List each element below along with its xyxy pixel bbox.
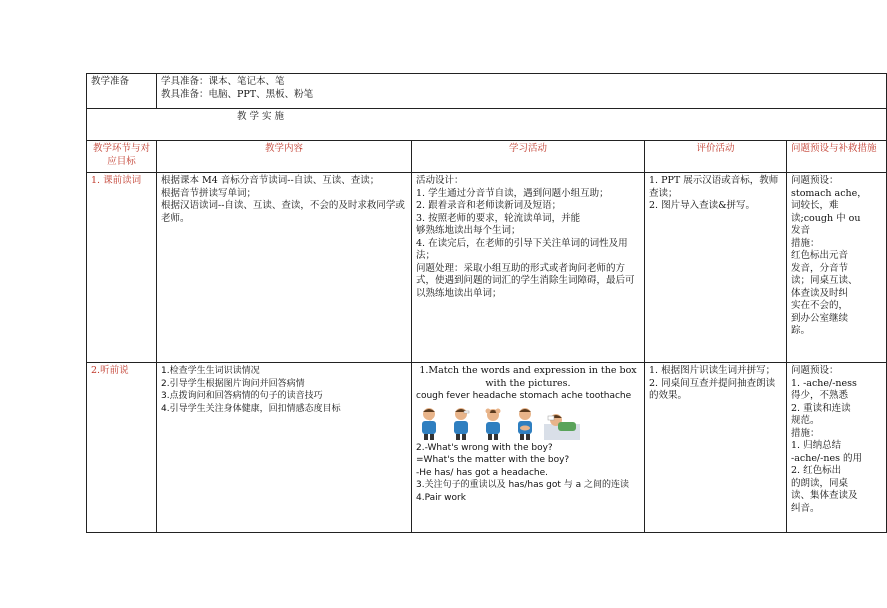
remedy-line: 得少，不熟悉 (791, 390, 849, 401)
activity-line: 2. 跟着录音和老师读新词及短语； (416, 200, 562, 211)
activity-line: 活动设计： (416, 175, 464, 186)
remedy-line: 体查读及时纠 (791, 287, 849, 299)
picture-strip (416, 406, 640, 440)
lesson-plan-table (86, 73, 887, 533)
activity-line: 问题处理：采取小组互助的形式或者询问老师的方式，使遇到问题的词汇的学生消除生词障碍，最后可以熟练地读出单词； (416, 262, 635, 299)
remedy-line: 词较长，难 (791, 200, 839, 211)
header-activity: 学习活动 (412, 141, 645, 173)
remedy-line: 1. -ache/-ness (791, 377, 857, 389)
evaluation-line: 2. 同桌间互查并提问抽查朗读的效果。 (649, 377, 776, 401)
activity-line: 3.关注句子的重读以及 has/has got 与 a 之间的连读 (416, 480, 630, 490)
header-row (87, 141, 887, 173)
remedy-line: 发音 (791, 225, 811, 236)
match-instruction: 1.Match the words and expression in the box with the pictures. (419, 365, 637, 389)
boy-fever-picture (448, 406, 474, 440)
prep-label: 教学准备 (87, 74, 157, 109)
remedy-line: 到办公室继续 (791, 312, 849, 324)
activity-line: 1. 学生通过分音节自读，遇到问题小组互助； (416, 187, 609, 199)
boy-headache-picture (480, 406, 506, 440)
content-line: 根据汉语读词--自读、互读、查读，不会的及时求救同学或老师。 (161, 200, 405, 224)
content-line: 根据音节拼读写单词； (161, 187, 257, 199)
row-1-content (157, 173, 412, 363)
evaluation-line: 1. 根据图片识读生词并拼写； (649, 365, 776, 376)
remedy-line: -ache/-nes 的用 (791, 452, 862, 464)
activity-line: 4. 在读完后，在老师的引导下关注单词的词性及用法； (416, 237, 628, 261)
remedy-line: 1. 归纳总结 (791, 440, 842, 451)
header-remedy: 问题预设与补救措施 (787, 141, 887, 173)
activity-line: 2.-What's wrong with the boy? (416, 442, 553, 453)
row-1-stage: 1. 课前读词 (87, 173, 157, 363)
row-1-activity (412, 173, 645, 363)
remedy-line: 发音，分音节 (791, 262, 849, 274)
remedy-line: stomach ache， (791, 187, 867, 199)
row-1-remedy (787, 173, 887, 363)
boy-stomach-ache-picture (512, 406, 538, 440)
remedy-line: 2. 重读和连读 (791, 402, 851, 414)
remedy-line: 纠音。 (791, 502, 820, 514)
row-2-content (157, 363, 412, 533)
boy-toothache-picture (544, 406, 580, 440)
remedy-line: 踪。 (791, 325, 811, 336)
prep-content (157, 74, 887, 109)
row-2-remedy (787, 363, 887, 533)
remedy-line: 读、集体查读及 (791, 490, 858, 501)
remedy-line: 措施： (791, 237, 820, 249)
evaluation-line: 1. PPT 展示汉语或音标，教师查读； (649, 175, 779, 199)
remedy-line: 红色标出元音 (791, 250, 849, 261)
student-prep: 学具准备：课本、笔记本、笔 (161, 76, 285, 87)
remedy-line: 实在不会的， (791, 300, 849, 311)
remedy-line: 2. 红色标出 (791, 465, 842, 476)
remedy-line: 规范。 (791, 415, 820, 426)
header-evaluation: 评价活动 (645, 141, 787, 173)
evaluation-line: 2. 图片导入查读&拼写。 (649, 200, 756, 211)
row-2-stage: 2.听前说 (87, 363, 157, 533)
row-1-evaluation (645, 173, 787, 363)
content-line: 2.引导学生根据图片询问并回答病情 (161, 378, 305, 389)
activity-line: 够熟练地读出每个生词； (416, 225, 521, 236)
match-words: cough fever headache stomach ache toothache (416, 391, 632, 401)
remedy-line: 的朗读，同桌 (791, 477, 849, 489)
content-line: 根据课本 M4 音标分音节读词--自读、互读、查读； (161, 175, 380, 186)
activity-line: -He has/ has got a headache. (416, 467, 549, 478)
row-2-evaluation (645, 363, 787, 533)
row-1 (87, 173, 887, 363)
remedy-line: 读；同桌互读、 (791, 275, 858, 286)
remedy-line: 措施： (791, 427, 820, 439)
boy-cough-picture (416, 406, 442, 440)
prep-row (87, 74, 887, 109)
section-title-row (87, 109, 887, 141)
section-title: 教 学 实 施 (87, 109, 887, 141)
teacher-prep: 教具准备：电脑、PPT、黑板、粉笔 (161, 88, 314, 100)
activity-line: 4.Pair work (416, 492, 466, 503)
content-line: 1.检查学生生词识读情况 (161, 366, 260, 376)
header-stage: 教学环节与对应目标 (87, 141, 157, 173)
activity-line: =What's the matter with the boy? (416, 455, 570, 465)
remedy-line: 问题预设： (791, 365, 839, 376)
row-2-activity (412, 363, 645, 533)
remedy-line: 读;cough 中 ou (791, 212, 861, 224)
content-line: 3.点拨询问和回答病情的句子的读音技巧 (161, 391, 323, 401)
remedy-line: 问题预设： (791, 175, 839, 186)
content-line: 4.引导学生关注身体健康，回扣情感态度目标 (161, 403, 341, 414)
activity-line: 3. 按照老师的要求，轮流读单词，并能 (416, 212, 581, 224)
header-content: 教学内容 (157, 141, 412, 173)
row-2 (87, 363, 887, 533)
